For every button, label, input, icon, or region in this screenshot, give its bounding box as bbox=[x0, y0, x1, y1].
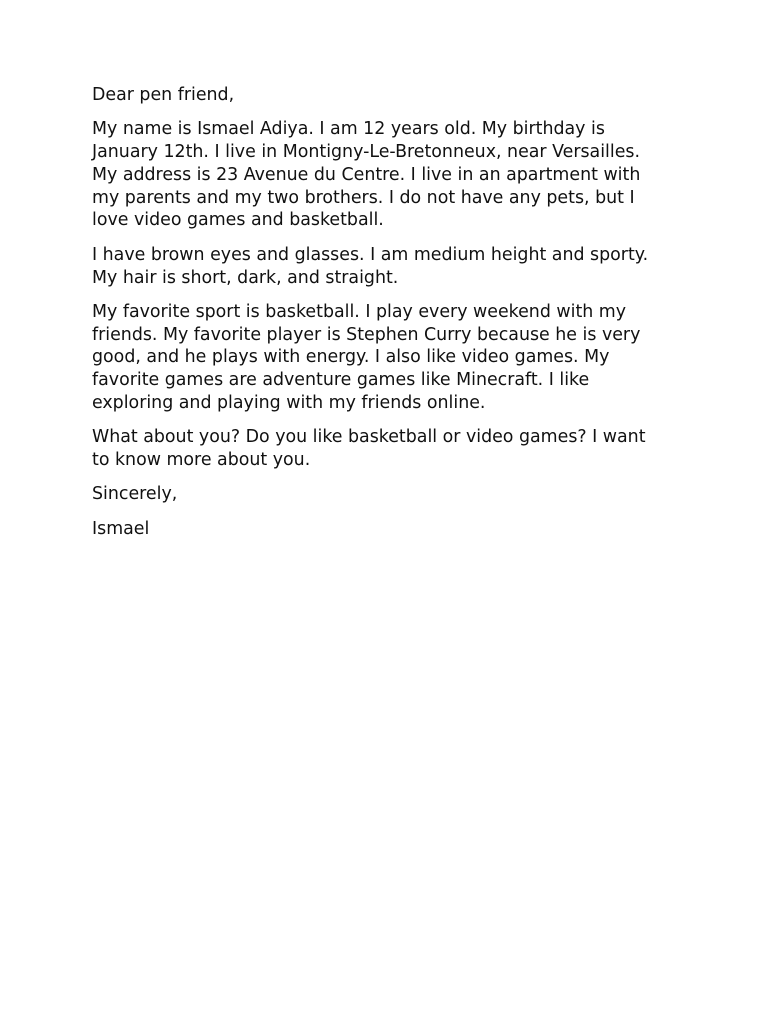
letter-closing: Sincerely, bbox=[92, 484, 178, 505]
letter-paragraph-intro: My name is Ismael Adiya. I am 12 years old. My birthday is January 12th. I live in Montigny-Le-Bretonneux, near Versailles. My address is 23 Avenue du Centre. I live in an apartment with my parents and my two brothers. I do not have any pets, but I love video games and basketball. bbox=[92, 119, 641, 231]
letter-signature: Ismael bbox=[92, 518, 150, 539]
letter-paragraph-hobbies: My favorite sport is basketball. I play every weekend with my friends. My favorite player is Stephen Curry because he is very good, and he plays with energy. I also like video games. My favorite games are adventure games like Minecraft. I like exploring and playing with my friends online. bbox=[92, 301, 641, 414]
letter-body bbox=[92, 84, 682, 552]
letter-greeting: Dear pen friend, bbox=[92, 85, 235, 105]
letter-paragraph-questions: What about you? Do you like basketball or video games? I want to know more about you. bbox=[92, 427, 646, 471]
letter-paragraph-appearance: I have brown eyes and glasses. I am medium height and sporty. My hair is short, dark, and straight. bbox=[92, 244, 649, 288]
